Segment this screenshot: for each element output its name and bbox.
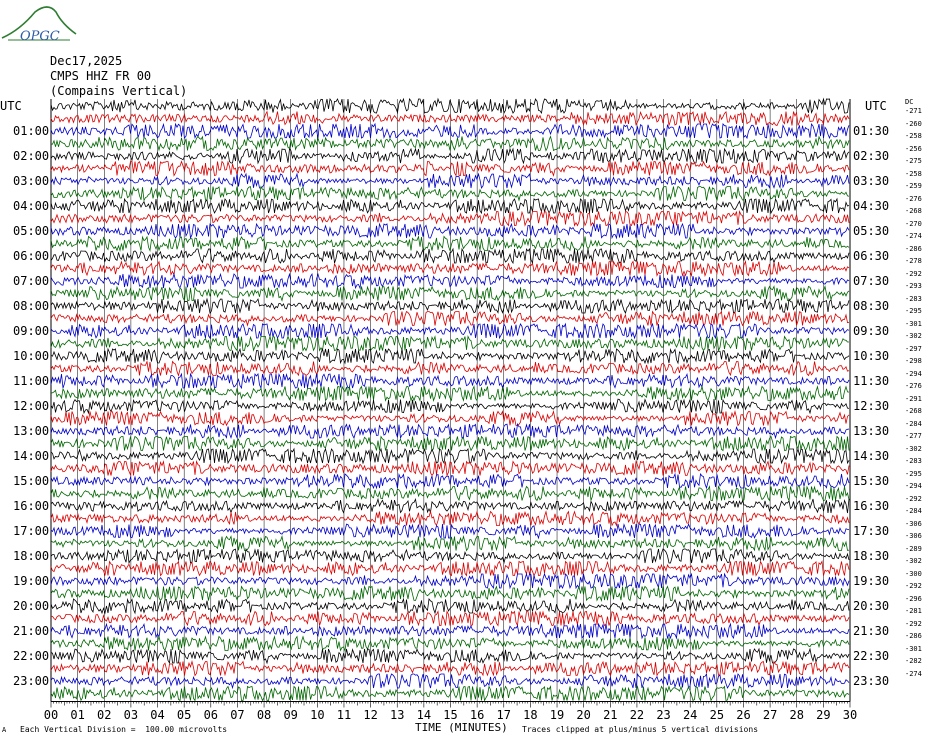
x-tick-label: 29 — [816, 708, 831, 722]
dc-offset-value: -258 — [905, 169, 922, 178]
seismic-trace — [51, 574, 849, 588]
seismic-trace — [51, 687, 849, 701]
dc-offset-value: -256 — [905, 144, 922, 153]
seismic-trace — [51, 349, 849, 363]
hour-label: 15:00 — [13, 474, 50, 488]
x-tick-label: 23 — [656, 708, 671, 722]
x-tick-label: 01 — [70, 708, 85, 722]
x-tick-label: 19 — [549, 708, 565, 722]
seismic-trace — [51, 474, 849, 488]
hour-label: 21:00 — [13, 624, 50, 638]
hour-label: 12:00 — [13, 399, 50, 413]
half-hour-label: 12:30 — [853, 399, 890, 413]
location-label: (Compains Vertical) — [50, 84, 188, 98]
seismic-trace — [51, 262, 849, 276]
dc-offset-value: -302 — [905, 557, 922, 565]
dc-offset-value: -274 — [905, 232, 922, 240]
station-label: CMPS HHZ FR 00 — [50, 69, 152, 83]
x-tick-label: 08 — [256, 708, 272, 722]
dc-offset-value: -277 — [905, 432, 922, 440]
seismic-trace — [51, 524, 849, 538]
half-hour-label: 04:30 — [853, 199, 890, 213]
hour-label: 11:00 — [13, 374, 50, 388]
seismic-trace — [51, 199, 849, 213]
seismic-trace — [51, 149, 849, 163]
dc-label: DC — [905, 98, 914, 106]
hour-label: 09:00 — [13, 324, 50, 338]
seismic-trace — [51, 562, 849, 576]
x-tick-label: 06 — [203, 708, 219, 722]
dc-offset-value: -259 — [905, 182, 922, 190]
utc-right-label: UTC — [865, 99, 887, 113]
x-tick-label: 18 — [523, 708, 538, 722]
seismic-trace — [51, 612, 849, 626]
dc-offset-value: -294 — [905, 369, 922, 378]
half-hour-label: 03:30 — [853, 174, 890, 188]
x-tick-label: 25 — [709, 708, 725, 722]
x-tick-label: 26 — [736, 708, 751, 722]
seismic-trace — [51, 674, 849, 688]
seismic-trace — [51, 99, 849, 113]
half-hour-label: 21:30 — [853, 624, 890, 638]
date-label: Dec17,2025 — [50, 54, 123, 68]
seismic-trace — [51, 512, 849, 526]
dc-offset-value: -284 — [905, 507, 922, 515]
seismic-trace — [51, 312, 849, 326]
x-tick-label: 17 — [496, 708, 511, 722]
seismic-trace — [51, 324, 849, 338]
dc-offset-value: -294 — [905, 482, 922, 490]
half-hour-label: 07:30 — [853, 274, 890, 288]
dc-offset-value: -276 — [905, 194, 922, 203]
x-tick-label: 20 — [576, 708, 591, 722]
half-hour-label: 09:30 — [853, 324, 890, 338]
dc-offset-value: -292 — [905, 494, 922, 503]
dc-offset-value: -293 — [905, 282, 922, 290]
seismic-trace — [51, 287, 849, 301]
half-hour-label: 14:30 — [853, 449, 890, 463]
hour-label: 14:00 — [13, 449, 50, 463]
dc-offset-value: -276 — [905, 382, 922, 390]
seismic-trace — [51, 499, 849, 513]
half-hour-label: 08:30 — [853, 299, 890, 313]
x-tick-label: 27 — [762, 708, 778, 722]
half-hour-label: 06:30 — [853, 249, 890, 263]
hour-label: 23:00 — [13, 674, 50, 688]
hour-label: 20:00 — [13, 599, 50, 613]
half-hour-label: 18:30 — [853, 549, 890, 563]
dc-offset-value: -306 — [905, 519, 922, 528]
dc-offset-value: -283 — [905, 457, 922, 465]
x-tick-label: 07 — [230, 708, 245, 722]
x-tick-label: 30 — [842, 708, 858, 722]
seismic-trace — [51, 362, 849, 376]
half-hour-label: 05:30 — [853, 224, 890, 238]
seismic-trace — [51, 399, 849, 413]
dc-offset-value: -306 — [905, 532, 922, 540]
seismic-trace — [51, 162, 849, 176]
seismic-trace — [51, 637, 849, 651]
hour-label: 19:00 — [13, 574, 50, 588]
footer-mark: A — [2, 726, 7, 734]
dc-offset-value: -301 — [905, 644, 922, 653]
hour-label: 10:00 — [13, 349, 50, 363]
half-hour-label: 22:30 — [853, 649, 890, 663]
seismic-trace — [51, 537, 849, 551]
half-hour-label: 10:30 — [853, 349, 890, 363]
half-hour-label: 19:30 — [853, 574, 890, 588]
seismic-trace — [51, 624, 849, 638]
dc-offset-value: -282 — [905, 657, 922, 665]
seismic-trace — [51, 549, 849, 563]
x-tick-label: 24 — [682, 708, 698, 722]
seismic-trace — [51, 387, 849, 401]
seismic-trace — [51, 649, 849, 663]
hour-label: 05:00 — [13, 224, 50, 238]
dc-offset-value: -260 — [905, 119, 922, 128]
hour-label: 04:00 — [13, 199, 50, 213]
seismic-trace — [51, 449, 849, 463]
seismic-trace — [51, 599, 849, 613]
half-hour-label: 15:30 — [853, 474, 890, 488]
utc-left-label: UTC — [0, 99, 22, 113]
dc-offset-value: -300 — [905, 569, 922, 578]
dc-offset-value: -270 — [905, 219, 922, 228]
hour-label: 03:00 — [13, 174, 50, 188]
x-tick-label: 10 — [310, 708, 325, 722]
dc-offset-value: -271 — [905, 107, 922, 115]
x-tick-label: 04 — [150, 708, 165, 722]
x-tick-label: 16 — [469, 708, 485, 722]
seismic-trace — [51, 374, 849, 388]
dc-offset-value: -274 — [905, 669, 922, 678]
dc-offset-value: -302 — [905, 444, 922, 453]
dc-offset-value: -295 — [905, 307, 922, 315]
hour-label: 07:00 — [13, 274, 50, 288]
seismic-trace — [51, 412, 849, 426]
dc-offset-value: -295 — [905, 469, 922, 478]
dc-offset-value: -292 — [905, 269, 922, 278]
hour-label: 01:00 — [13, 124, 50, 138]
seismic-trace — [51, 174, 849, 188]
dc-offset-value: -297 — [905, 344, 922, 353]
seismic-trace — [51, 112, 849, 126]
x-tick-label: 00 — [43, 708, 59, 722]
dc-offset-value: -302 — [905, 332, 922, 340]
half-hour-label: 20:30 — [853, 599, 890, 613]
x-tick-label: 14 — [416, 708, 432, 722]
x-tick-label: 22 — [629, 708, 645, 722]
half-hour-label: 11:30 — [853, 374, 890, 388]
hour-label: 17:00 — [13, 524, 50, 538]
half-hour-label: 13:30 — [853, 424, 890, 438]
dc-offset-value: -296 — [905, 594, 922, 603]
half-hour-label: 16:30 — [853, 499, 890, 513]
hour-label: 02:00 — [13, 149, 50, 163]
hour-label: 13:00 — [13, 424, 50, 438]
seismic-trace — [51, 337, 849, 351]
footer-division-note: Each Vertical Division = 100.00 microvolts — [20, 725, 228, 734]
hour-label: 06:00 — [13, 249, 50, 263]
seismic-trace — [51, 662, 849, 676]
seismic-trace — [51, 587, 849, 601]
seismic-trace — [51, 462, 849, 476]
dc-offset-value: -283 — [905, 294, 922, 303]
seismic-trace — [51, 124, 849, 138]
seismic-trace — [51, 437, 849, 451]
dc-offset-value: -258 — [905, 132, 922, 140]
seismic-trace — [51, 187, 849, 201]
hour-label: 18:00 — [13, 549, 50, 563]
half-hour-label: 01:30 — [853, 124, 890, 138]
dc-offset-value: -281 — [905, 607, 922, 615]
logo-text: OPGC — [20, 29, 60, 44]
dc-offset-value: -298 — [905, 357, 922, 365]
x-tick-label: 13 — [389, 708, 405, 722]
x-tick-label: 28 — [789, 708, 804, 722]
seismic-trace — [51, 137, 849, 151]
x-tick-label: 03 — [123, 708, 139, 722]
dc-offset-value: -292 — [905, 619, 922, 628]
half-hour-label: 02:30 — [853, 149, 890, 163]
dc-offset-value: -292 — [905, 582, 922, 590]
seismic-trace — [51, 212, 849, 226]
x-tick-label: 09 — [283, 708, 298, 722]
dc-offset-value: -301 — [905, 319, 922, 328]
dc-offset-value: -268 — [905, 407, 922, 415]
hour-label: 08:00 — [13, 299, 50, 313]
half-hour-label: 17:30 — [853, 524, 890, 538]
dc-offset-value: -268 — [905, 207, 922, 215]
footer-clipping-note: Traces clipped at plus/minus 5 vertical divisions — [522, 725, 759, 734]
seismic-trace — [51, 487, 849, 501]
x-tick-label: 12 — [363, 708, 378, 722]
x-tick-label: 02 — [97, 708, 112, 722]
x-tick-label: 05 — [176, 708, 192, 722]
dc-offset-value: -291 — [905, 394, 922, 403]
seismic-trace — [51, 237, 849, 251]
x-tick-label: 21 — [603, 708, 618, 722]
x-tick-label: 15 — [443, 708, 458, 722]
dc-offset-value: -289 — [905, 544, 922, 553]
dc-offset-value: -286 — [905, 632, 922, 640]
seismic-trace — [51, 274, 849, 288]
hour-label: 16:00 — [13, 499, 50, 513]
seismic-trace — [51, 224, 849, 238]
hour-label: 22:00 — [13, 649, 50, 663]
half-hour-label: 23:30 — [853, 674, 890, 688]
dc-offset-value: -275 — [905, 157, 922, 165]
seismic-trace — [51, 299, 849, 313]
x-axis-label: TIME (MINUTES) — [415, 721, 508, 734]
dc-offset-value: -284 — [905, 419, 922, 428]
dc-offset-value: -278 — [905, 257, 922, 265]
dc-offset-value: -286 — [905, 244, 922, 253]
x-tick-label: 11 — [336, 708, 352, 722]
